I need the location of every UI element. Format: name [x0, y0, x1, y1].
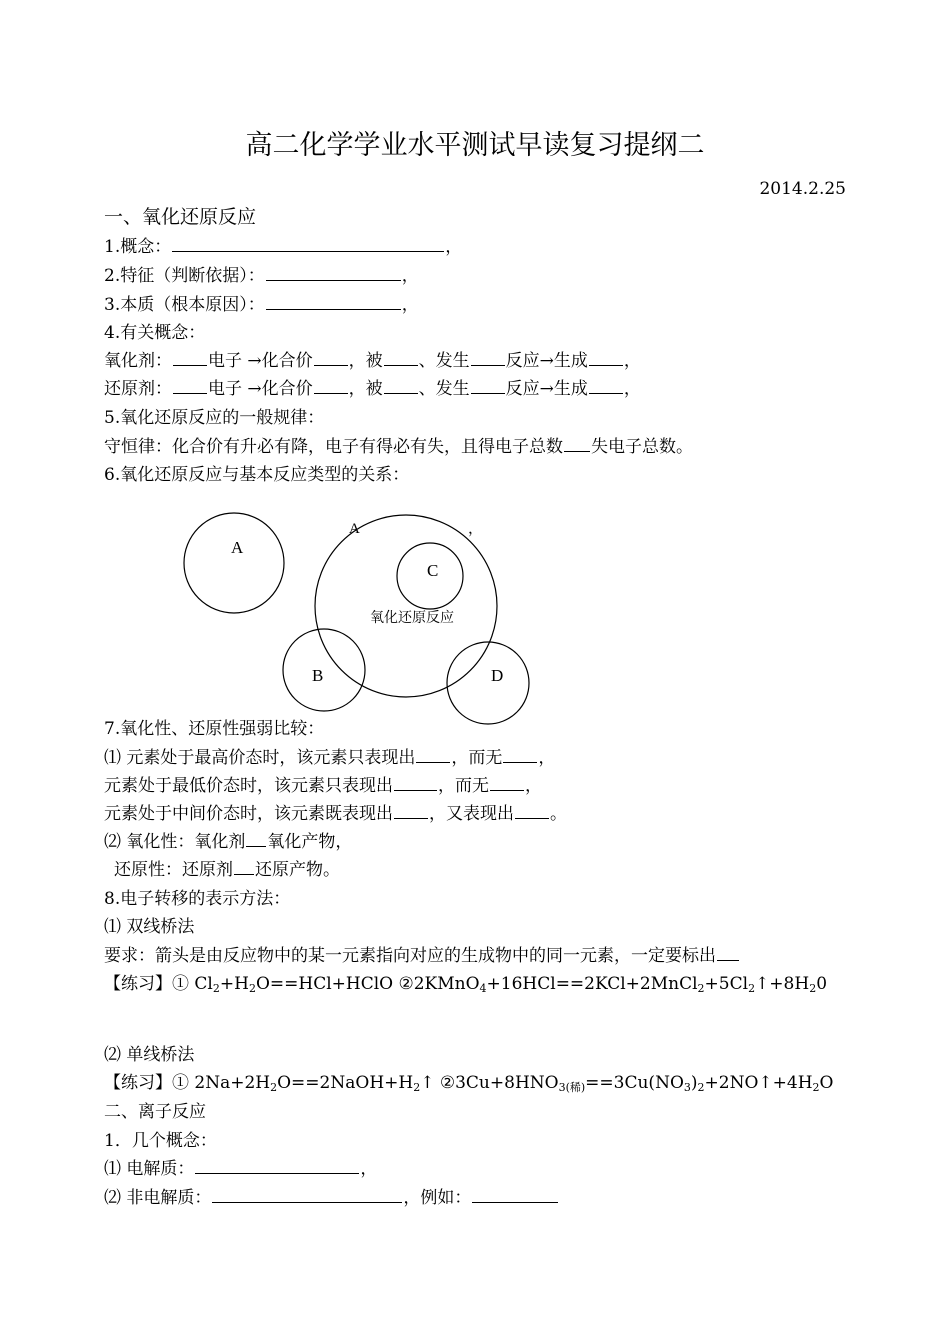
requirement-line	[104, 945, 740, 967]
text: 反应→生成	[505, 351, 588, 371]
reductant-label: 还原剂：	[104, 379, 172, 399]
blank	[394, 803, 428, 819]
circle-b	[283, 629, 365, 711]
label-c: C	[427, 561, 439, 580]
page-title: 高二化学学业水平测试早读复习提纲二	[245, 130, 705, 161]
text: 要求：箭头是由反应物中的某一元素指向对应的生成物中的同一元素，一定要标出	[104, 946, 716, 966]
sub: 2	[697, 1081, 705, 1094]
blank	[394, 775, 437, 791]
related-concepts-label: 4.有关概念：	[104, 323, 206, 343]
sub: 3(稀)	[558, 1081, 586, 1094]
double-bridge-label: ⑴ 双线桥法	[104, 917, 195, 937]
eq: ① 2Na+2H	[172, 1073, 271, 1093]
section-8-heading: 8.电子转移的表示方法：	[104, 889, 291, 909]
sub: 3	[683, 1081, 691, 1094]
blank	[212, 1187, 402, 1203]
eq: 0	[816, 974, 828, 994]
text: ⑴ 元素处于最高价态时，该元素只表现出	[104, 748, 416, 768]
note-text: A	[349, 521, 360, 537]
text: 反应→生成	[505, 379, 588, 399]
blank	[717, 945, 739, 961]
electrolyte-line	[104, 1158, 377, 1180]
exercise-2	[104, 1072, 833, 1094]
text: 电子 →化合价	[208, 379, 313, 399]
sub: 2	[212, 982, 220, 995]
comma: ，	[401, 266, 419, 286]
label-b: B	[312, 666, 324, 685]
section-7-heading: 7.氧化性、还原性强弱比较：	[104, 719, 325, 739]
circle-a	[184, 513, 284, 613]
text: 元素处于中间价态时，该元素既表现出	[104, 804, 393, 824]
eq: ↑+8H	[755, 974, 810, 994]
eq: ↑ ②3Cu+8HNO	[420, 1073, 559, 1093]
period: 。	[550, 804, 567, 824]
note-comma: ，	[468, 521, 484, 537]
sub: 2	[248, 982, 256, 995]
eq: +2NO↑+4H	[704, 1073, 813, 1093]
circle-d	[447, 642, 529, 724]
sub: 4	[479, 982, 487, 995]
eq: O==HCl+HClO ②2KMnO	[255, 974, 480, 994]
sub: 2	[270, 1081, 278, 1094]
comma: ，	[445, 237, 463, 257]
single-bridge-label: ⑵ 单线桥法	[104, 1045, 195, 1065]
comma: ，	[623, 351, 641, 371]
eq: +16HCl==2KCl+2MnCl	[486, 974, 698, 994]
blank	[246, 831, 266, 847]
eq: O	[819, 1073, 834, 1093]
sub: 2	[748, 982, 756, 995]
lowest-valence-line	[104, 775, 542, 797]
text: ⑵ 非电解质：	[104, 1188, 212, 1208]
comma: ，	[538, 748, 556, 768]
nonelectrolyte-line	[104, 1187, 559, 1209]
comma: ，	[525, 776, 542, 796]
text: ，又表现出	[429, 804, 514, 824]
text: 、发生	[418, 379, 470, 399]
essence-label: 3.本质（根本原因）：	[104, 295, 265, 315]
comma: ，	[623, 379, 641, 399]
relation-label: 6.氧化还原反应与基本反应类型的关系：	[104, 465, 410, 485]
sub: 2	[697, 982, 705, 995]
text: 还原产物。	[255, 860, 340, 880]
text: ，被	[348, 351, 383, 371]
text: 元素处于最低价态时，该元素只表现出	[104, 776, 393, 796]
blank	[195, 1158, 359, 1174]
reducing-line	[114, 859, 340, 881]
eq: +H	[219, 974, 249, 994]
label-a: A	[231, 538, 244, 557]
blank	[234, 859, 254, 875]
sub: 2	[809, 982, 817, 995]
text: ⑵ 氧化性：氧化剂	[104, 832, 246, 852]
highest-valence-line	[104, 747, 555, 769]
feature-label: 2.特征（判断依据）：	[104, 266, 265, 286]
text: 、发生	[418, 351, 470, 371]
blank	[515, 803, 549, 819]
blank	[490, 775, 524, 791]
sub: 2	[413, 1081, 421, 1094]
concepts-label: 1．几个概念：	[104, 1131, 217, 1151]
comma: ，	[401, 295, 419, 315]
oxidizing-line	[104, 831, 352, 853]
eq: +5Cl	[704, 974, 749, 994]
eq: )	[690, 1073, 698, 1093]
eq: ① Cl	[172, 974, 213, 994]
text: 氧化产物，	[267, 832, 353, 852]
eq: O==2NaOH+H	[277, 1073, 414, 1093]
exercise-label: 【练习】	[104, 974, 172, 994]
circle-redox	[315, 515, 497, 697]
eq: ==3Cu(NO	[585, 1073, 684, 1093]
label-d: D	[491, 666, 504, 685]
text: 失电子总数。	[591, 437, 693, 457]
section-1-heading: 一、氧化还原反应	[104, 206, 257, 228]
blank	[503, 747, 537, 763]
text: ⑴ 电解质：	[104, 1159, 195, 1179]
text: ，而无	[451, 748, 503, 768]
text: 电子 →化合价	[208, 351, 313, 371]
text: ，而无	[438, 776, 489, 796]
general-rules-label: 5.氧化还原反应的一般规律：	[104, 408, 325, 428]
section-2-heading: 二、离子反应	[104, 1102, 206, 1122]
exercise-1	[104, 973, 827, 995]
comma: ，	[360, 1159, 378, 1179]
label-redox: 氧化还原反应	[370, 610, 454, 626]
sub: 2	[812, 1081, 820, 1094]
blank	[472, 1187, 558, 1203]
blank	[416, 747, 450, 763]
text: ，被	[348, 379, 383, 399]
text: 还原性：还原剂	[114, 860, 233, 880]
middle-valence-line	[104, 803, 567, 825]
concept-label: 1.概念：	[104, 237, 172, 257]
date: 2014.2.25	[759, 179, 846, 199]
text: 守恒律：化合价有升必有降，电子有得必有失，且得电子总数	[104, 437, 563, 457]
exercise-label: 【练习】	[104, 1073, 172, 1093]
text: ，例如：	[403, 1188, 472, 1208]
oxidant-label: 氧化剂：	[104, 351, 172, 371]
